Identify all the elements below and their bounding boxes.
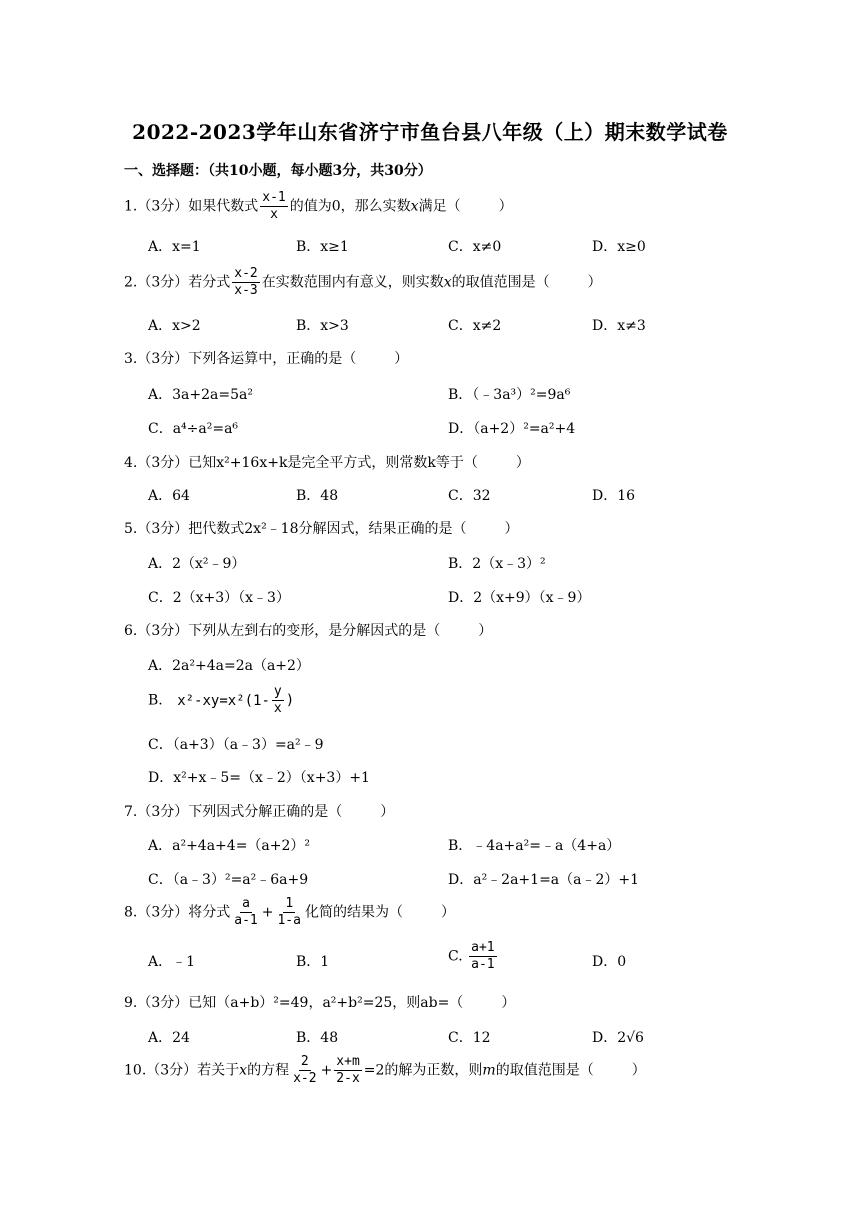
- question-8: 8.（3分）将分式 $\frac{a}{a-1}$ + $\frac{1}{1-a}$ 化简的结果为（ ）: [124, 896, 455, 928]
- option-a: A．a²+4a+4=（a+2）²: [148, 838, 311, 854]
- question-6: 6.（3分）下列从左到右的变形，是分解因式的是（ ）: [124, 623, 493, 639]
- question-2: 2.（3分）若分式 $\frac{x-2}{x-3}$ 在实数范围内有意义，则实数x的取值范围是（ ）: [124, 266, 602, 298]
- option-b: B．（﹣3a³）²=9a⁶: [448, 387, 571, 403]
- question-4: 4.（3分）已知x²+16x+k是完全平方式，则常数k等于（ ）: [124, 455, 530, 471]
- question-5: 5.（3分）把代数式2x²﹣18分解因式，结果正确的是（ ）: [124, 521, 519, 537]
- option-c: C. $\frac{a+1}{a-1}$: [448, 940, 495, 972]
- option-a: A．x=1: [148, 239, 201, 255]
- option-d: D．2（x+9）（x﹣9）: [448, 590, 591, 606]
- option-a: A．24: [148, 1030, 190, 1046]
- option-c: C．32: [448, 488, 491, 504]
- option-a: A．64: [148, 488, 190, 504]
- option-c: C．（a+3）（a﹣3）=a²﹣9: [148, 737, 324, 753]
- option-a: A．2（x²﹣9）: [148, 556, 246, 572]
- fraction: $\frac{x-1}{x}$: [262, 190, 286, 222]
- option-c: C．x≠0: [448, 239, 502, 255]
- option-d: D．16: [592, 488, 636, 504]
- option-d: D．（a+2）²=a²+4: [448, 421, 576, 437]
- option-b: B．x≥1: [296, 239, 349, 255]
- option-d: D．a²﹣2a+1=a（a﹣2）+1: [448, 872, 640, 888]
- option-c: C．x≠2: [448, 318, 502, 334]
- option-b: B．2（x﹣3）²: [448, 556, 546, 572]
- option-b: B．48: [296, 488, 339, 504]
- option-c: C．（a﹣3）²=a²﹣6a+9: [148, 872, 309, 888]
- option-b: B．﹣4a+a²=﹣a（4+a）: [448, 838, 621, 854]
- option-c: C．12: [448, 1030, 491, 1046]
- option-a: A．x>2: [148, 318, 201, 334]
- option-c: C．a⁴÷a²=a⁶: [148, 421, 239, 437]
- option-b: B．x>3: [296, 318, 349, 334]
- fraction: $\frac{x-2}{x-3}$: [234, 266, 258, 298]
- option-d: D．x≥0: [592, 239, 646, 255]
- option-c: C．2（x+3）（x﹣3）: [148, 590, 290, 606]
- option-a: A．﹣1: [148, 954, 196, 970]
- option-b: B．48: [296, 1030, 339, 1046]
- question-10: 10.（3分）若关于x的方程 $\frac{2}{x-2}$ + $\frac{x+m}{2-x}$ =2的解为正数，则m的取值范围是（ ）: [124, 1054, 646, 1086]
- question-3: 3.（3分）下列各运算中，正确的是（ ）: [124, 351, 409, 367]
- option-a: A．2a²+4a=2a（a+2）: [148, 658, 310, 674]
- option-a: A．3a+2a=5a²: [148, 387, 253, 403]
- page-title: 2022-2023学年山东省济宁市鱼台县八年级（上）期末数学试卷: [132, 120, 728, 144]
- question-text: 1.（3分）如果代数式: [124, 198, 259, 215]
- option-d: D．0: [592, 954, 627, 970]
- question-1: 1.（3分）如果代数式 $\frac{x-1}{x}$ 的值为0，那么实数x满足（ ）: [124, 190, 513, 222]
- question-7: 7.（3分）下列因式分解正确的是（ ）: [124, 804, 395, 820]
- option-d: D．x²+x﹣5=（x﹣2）（x+3）+1: [148, 770, 370, 786]
- option-d: D．x≠3: [592, 318, 646, 334]
- option-b: B．1: [296, 954, 330, 970]
- option-b: B. x²-xy=x²(1- $\frac{y}{x}$ ): [148, 684, 295, 716]
- option-d: D．2√6: [592, 1030, 644, 1046]
- section-heading: 一、选择题：（共10小题，每小题3分，共30分）: [124, 163, 432, 179]
- question-9: 9.（3分）已知（a+b）²=49，a²+b²=25，则ab=（ ）: [124, 995, 516, 1011]
